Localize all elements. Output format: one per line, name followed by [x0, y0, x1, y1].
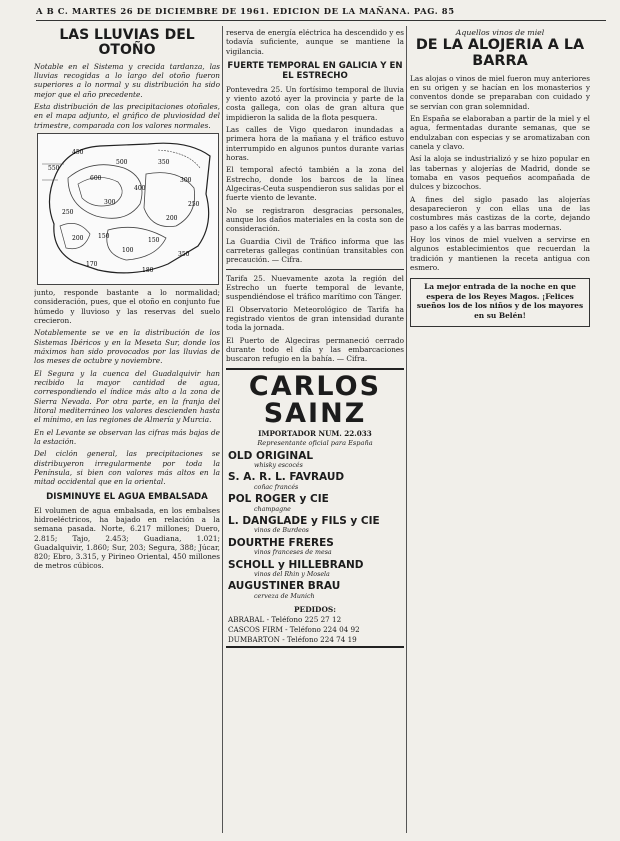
map-label: 200 [72, 235, 84, 243]
article-para: En España se elaboraban a partir de la miel y el agua, fermentadas durante semanas, que se endulzaban con especias y se aromatizaban con canela y clavo. [410, 114, 590, 151]
article-para: Notablemente se ve en la distribución de los Sistemas Ibéricos y en la Meseta Sur, donde los máximos han sido provocados por las lluvias de los meses de octubre y noviembre. [34, 328, 220, 366]
map-label: 500 [116, 159, 128, 167]
map-label: 250 [188, 201, 200, 209]
ad-brand-desc: champagne [254, 505, 291, 513]
article-para: Las calles de Vigo quedaron inundadas a primera hora de la mañana y el tráfico estuvo interrumpido en algunos puntos durante varias horas. [226, 125, 404, 163]
ad-brand-desc: coñac francés [254, 483, 299, 491]
map-label: 200 [166, 215, 178, 223]
subheadline-agua: DISMINUYE EL AGUA EMBALSADA [46, 491, 208, 502]
closing-box-text: La mejor entrada de la noche en que espera de los Reyes Magos. ¡Felices sueños los de los niños y de los mayores en su Belén! [416, 282, 584, 320]
article-para: junto, responde bastante a lo normalidad; consideración, pues, que el otoño en conjunto fue húmedo y lluvioso y las reservas del suelo crecieron. [34, 288, 220, 326]
article-title-aloja: DE LA ALOJERIA A LA BARRA [415, 37, 585, 69]
ad-pedidos: PEDIDOS: [294, 605, 336, 615]
ad-subtitle: IMPORTADOR NUM. 22.033 [258, 428, 372, 438]
map-label: 300 [104, 199, 116, 207]
ad-telephone: ABRABAL - Teléfono 225 27 12 [228, 615, 342, 625]
article-title-lluvias: LAS LLUVIAS DEL OTOÑO [59, 28, 195, 59]
map-label: 170 [86, 261, 98, 269]
ad-subtitle-2: Representante oficial para España [257, 438, 373, 447]
map-label: 550 [48, 165, 60, 173]
article-para: A fines del siglo pasado las alojerías desaparecieron y con ellas una de las costumbres más castizas de la corte, dejando paso a los cafés y a las barras modernas. [410, 194, 590, 232]
ad-brand: L. DANGLADE y FILS y CIE [228, 514, 380, 527]
article-para: Esta distribución de las precipitaciones otoñales, en el mapa adjunto, el gráfico de pluviosidad del trimestre, comparada con los valores normales. [34, 102, 220, 130]
ad-brand-desc: cerveza de Munich [254, 592, 315, 600]
column-3 [410, 28, 590, 835]
ad-brand-desc: whisky escocés [254, 462, 303, 470]
article-para: El temporal afectó también a la zona del Estrecho, donde los barcos de la línea Algeciras-Ceuta suspendieron sus salidas por el fuerte viento de levante. [226, 165, 404, 203]
page-header: A B C. MARTES 26 DE DICIEMBRE DE 1961. EDICION DE LA MAÑANA. PAG. 85 [36, 6, 606, 21]
ad-brand: S. A. R. L. FAVRAUD [228, 471, 345, 484]
column-2 [226, 28, 404, 835]
article-para: No se registraron desgracias personales, aunque los daños materiales en la costa son de consideración. [226, 205, 404, 234]
ad-telephone: CASCOS FIRM - Teléfono 224 04 92 [228, 624, 360, 634]
ad-brand: SCHOLL y HILLEBRAND [228, 558, 364, 571]
map-label: 100 [122, 247, 134, 255]
advertisement-carlos-sainz [226, 368, 404, 649]
map-label: 600 [90, 175, 102, 183]
article-para: El Observatorio Meteorológico de Tarifa ha registrado vientos de gran intensidad durante toda la jornada. [226, 304, 404, 333]
ad-brand-desc: vinos de Burdeos [254, 527, 309, 535]
map-label: 400 [134, 185, 146, 193]
article-para: Pontevedra 25. Un fortísimo temporal de lluvia y viento azotó ayer la provincia y parte de la costa gallega, con olas de gran altura que impidieron la salida de la flota pesquera. [226, 84, 404, 122]
ad-brand: DOURTHE FRERES [228, 536, 334, 549]
ad-brand: POL ROGER y CIE [228, 493, 329, 506]
ad-brand-desc: vinos del Rhin y Mosela [254, 571, 330, 579]
ad-telephone: DUMBARTON - Teléfono 224 74 19 [228, 634, 357, 644]
article-para: Del ciclón general, las precipitaciones se distribuyeron irregularmente por toda la Península, si bien con valores más altos en la mitad occidental que en la oriental. [34, 449, 220, 487]
article-para: En el Levante se observan las cifras más bajas de la estación. [34, 427, 220, 446]
map-label: 350 [178, 251, 190, 259]
map-label: 450 [72, 149, 84, 157]
headline-temporal: FUERTE TEMPORAL EN GALICIA Y EN EL ESTRECHO [227, 60, 403, 81]
article-para: La Guardia Civil de Tráfico informa que las carreteras gallegas continúan transitables con precaución. — Cifra. [226, 236, 404, 265]
map-label: 150 [148, 237, 160, 245]
map-label: 180 [142, 267, 154, 275]
rainfall-map [37, 133, 219, 285]
closing-box [410, 278, 590, 327]
ad-brand-desc: vinos franceses de mesa [254, 549, 332, 557]
article-para: Las alojas o vinos de miel fueron muy anteriores en su origen y se hacían en los monasterios y conventos donde se preparaban con cuidado y se servían con gran solemnidad. [410, 73, 590, 111]
map-label: 150 [98, 233, 110, 241]
ad-brand: OLD ORIGINAL [228, 449, 314, 462]
article-para: El volumen de agua embalsada, en los embalses hidroeléctricos, ha bajado en relación a la semana pasada. Norte, 6.217 millones; Duero, 2.815; Tajo, 2.453; Guadiana, 1.021; Guadalquivir, 1.860; Sur, 203; Segura, 388; Júcar, 820; Ebro, 3.315, y Pirineo Oriental, 450 millones de metros cúbicos. [34, 505, 220, 571]
ad-brand-name: CARLOS SAINZ [248, 370, 382, 429]
article-para: El Puerto de Algeciras permaneció cerrado durante todo el día y las embarcaciones buscaron refugio en la bahía. — Cifra. [226, 335, 404, 364]
article-para: Así la aloja se industrializó y se hizo popular en las tabernas y alojerías de Madrid, donde se tomaba en vasos pequeños acompañada de dulces y bizcochos. [410, 154, 590, 192]
article-para: Tarifa 25. Nuevamente azota la región del Estrecho un fuerte temporal de levante, suspendiéndose el tráfico marítimo con Tánger. [226, 273, 404, 302]
article-para: Hoy los vinos de miel vuelven a servirse en algunos establecimientos que recuerdan la tradición y mantienen la receta antigua con esmero. [410, 234, 590, 272]
map-label: 300 [180, 177, 192, 185]
article-intro: Notable en el Sistema y crecida tardanza, las lluvias recogidas a lo largo del otoño fueron superiores a lo normal y su distribución ha sido mejor que el año precedente. [34, 61, 220, 99]
ad-brand: AUGUSTINER BRAU [228, 580, 341, 593]
map-label: 350 [158, 159, 170, 167]
map-label: 250 [62, 209, 74, 217]
column-1 [34, 28, 220, 835]
article-kicker: Aquellos vinos de miel [455, 28, 545, 37]
article-para: reserva de energía eléctrica ha descendido y es todavía suficiente, aunque se mantiene la vigilancia. [226, 28, 404, 56]
article-para: El Segura y la cuenca del Guadalquivir han recibido la mayor cantidad de agua, correspondiendo el índice más alto a la zona de Sierra Nevada. Por otra parte, en la franja del litoral mediterráneo los valores descienden hasta el mínimo, en las regiones de Almería y Murcia. [34, 368, 220, 425]
